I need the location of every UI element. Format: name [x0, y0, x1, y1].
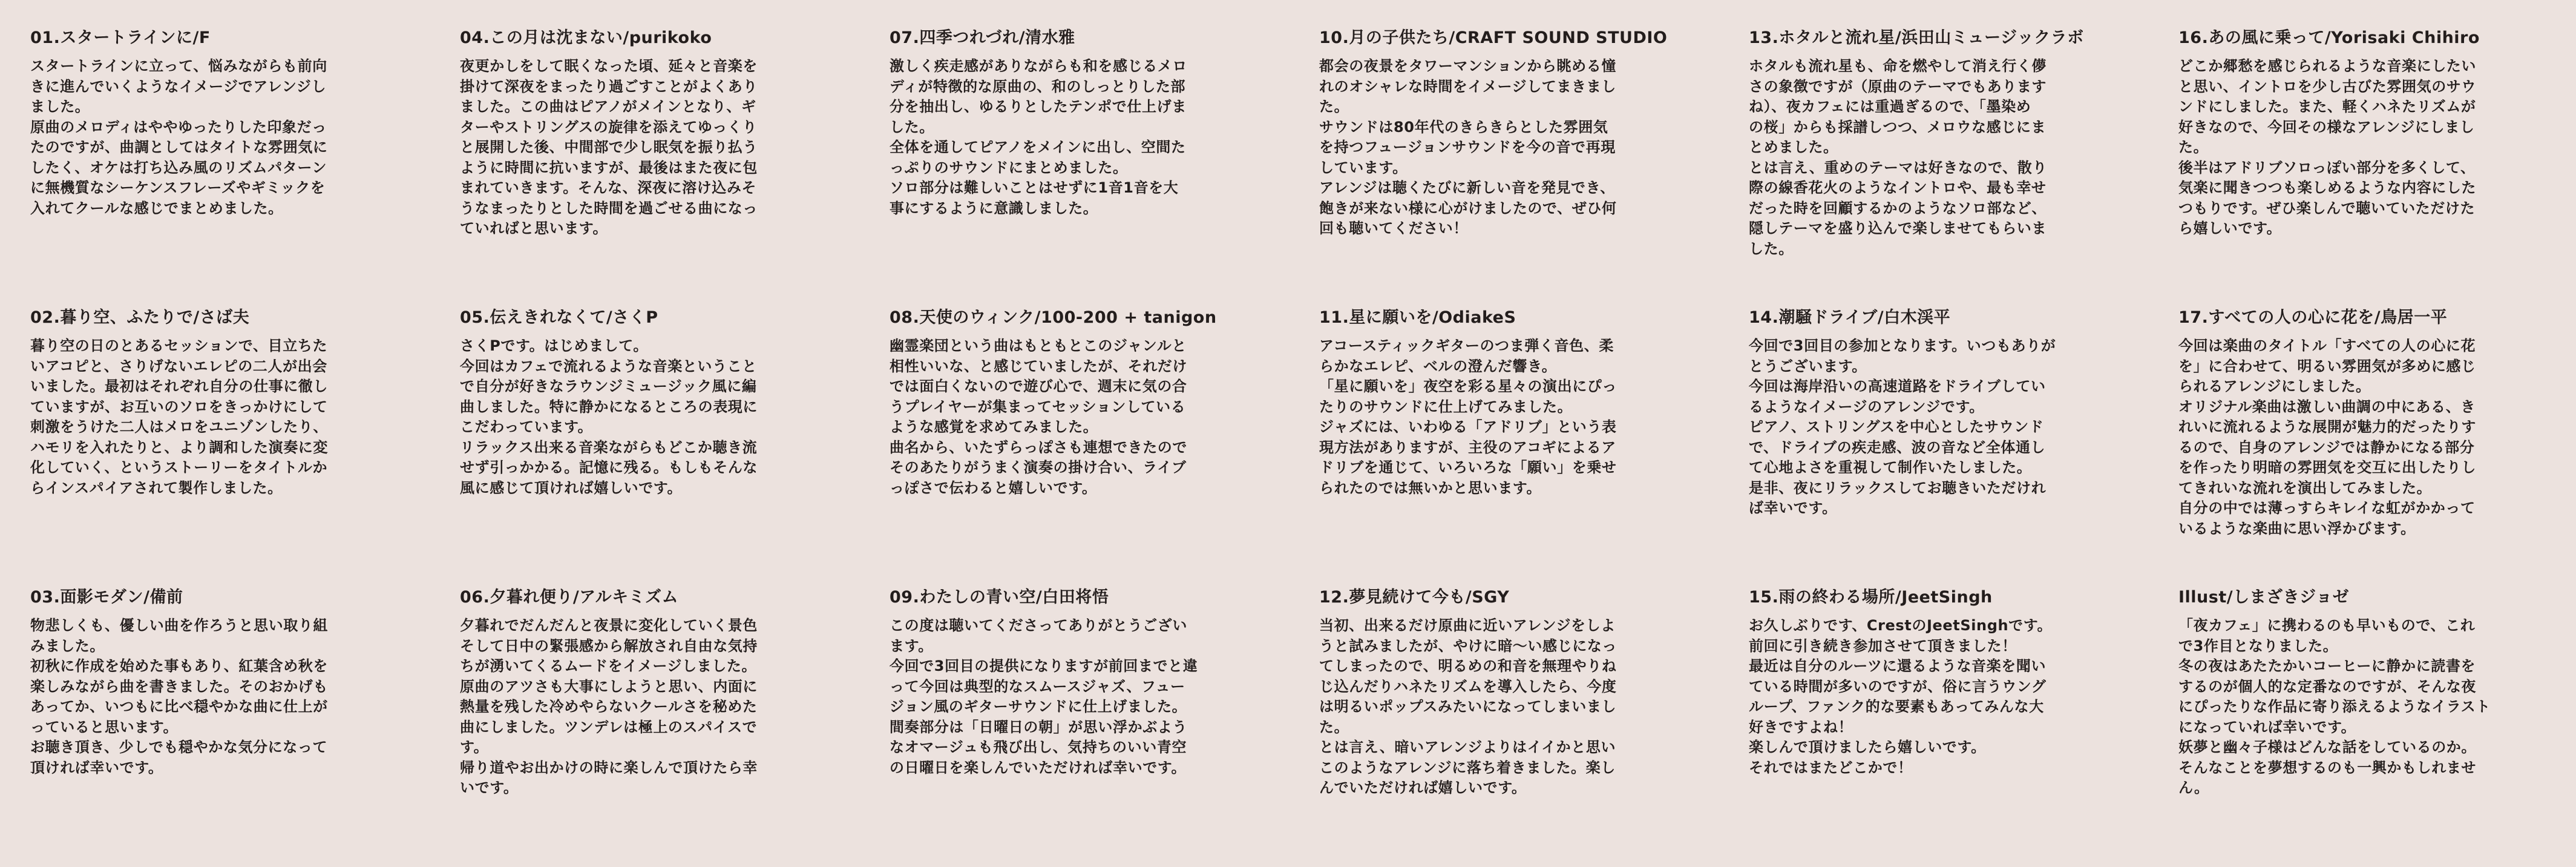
track-comment: 物悲しくも、優しい曲を作ろうと思い取り組 みました。 初秋に作成を始めた事もあり、紅葉含め秋を 楽しみながら曲を書きました。そのおかげも あってか、いつもに比べ穏やかな曲に仕上が っていると思います。 お聴き頂き、少しでも穏やかな気分になって 頂ければ幸いです。 — [30, 617, 328, 776]
track-title: 04.この月は沈まない/purikoko — [460, 28, 712, 47]
track-comment: 当初、出来るだけ原曲に近いアレンジをしよ うと試みましたが、やけに暗～い感じになっ てしまったので、明るめの和音を無理やりね じ込んだりハネたリズムを導入したら、今度 は明るいポップスみたいになってしまいまし た。 とは言え、暗いアレンジよりはイイかと思い このようなアレンジに落ち着きました。楽し んでいただければ嬉しいです。 — [1319, 617, 1617, 796]
track-title: 11.星に願いを/OdiakeS — [1319, 308, 1516, 327]
track-title: 05.伝えきれなくて/さくP — [460, 308, 658, 327]
track-comment: 夕暮れでだんだんと夜景に変化していく景色 そして日中の緊張感から解放され自由な気持 ちが湧いてくるムードをイメージしました。 原曲のアツさも大事にしようと思い、内面に 熱量を残した冷めやらないクールさを秘めた 曲にしました。ツンデレは極上のスパイスで す。 帰り道やお出かけの時に楽しんで頂けたら幸 いです。 — [460, 617, 758, 796]
track-note-16 — [2178, 28, 2538, 308]
track-note-06 — [460, 587, 819, 867]
track-comment: スタートラインに立って、悩みながらも前向 きに進んでいくようなイメージでアレンジし ました。 原曲のメロディはややゆったりした印象だっ たのですが、曲調としてはタイトな雰囲気に したく、オケは打ち込み風のリズムパターン に無機質なシーケンスフレーズやギミックを 入れてクールな感じでまとめました。 — [30, 58, 328, 217]
track-comment: 今回は楽曲のタイトル「すべての人の心に花 を」に合わせて、明るい雰囲気が多めに感じ られるアレンジにしました。 オリジナル楽曲は激しい曲調の中にある、き れいに流れるような展開が魅力的だったりす るので、自身のアレンジでは静かになる部分 を作ったり明暗の雰囲気を交互に出したりし てきれいな流れを演出してみました。 自分の中では薄っすらキレイな虹がかかって いるような楽曲に思い浮かびます。 — [2178, 337, 2476, 537]
track-note-12 — [1319, 587, 1679, 867]
track-title: 10.月の子供たち/CRAFT SOUND STUDIO — [1319, 28, 1668, 47]
track-title: 07.四季つれづれ/清水雅 — [890, 28, 1075, 47]
illust-note — [2178, 587, 2538, 867]
track-note-03 — [30, 587, 390, 867]
track-comment: どこか郷愁を感じられるような音楽にしたい と思い、イントロを少し古びた雰囲気のサウ ンドにしました。また、軽くハネたリズムが 好きなので、今回その様なアレンジにしまし た。 後半はアドリブソロっぽい部分を多くして、 気楽に聞きつつも楽しめるような内容にした つもりです。ぜひ楽しんで聴いていただけた ら嬉しいです。 — [2178, 58, 2476, 237]
track-note-11 — [1319, 308, 1679, 587]
track-comment: ホタルも流れ星も、命を燃やして消え行く儚 さの象徴ですが（原曲のテーマでもあります ね）、夜カフェには重過ぎるので、「墨染め の桜」からも採譜しつつ、メロウな感じにま とめました。 とは言え、重めのテーマは好きなので、散り 際の線香花火のようなイントロや、最も幸せ だった時を回顧するかのようなソロ部など、 隠しテーマを盛り込んで楽しませてもらいま した。 — [1749, 58, 2047, 257]
track-comment: 暮り空の日のとあるセッションで、目立ちた いアコピと、さりげないエレピの二人が出会 いました。最初はそれぞれ自分の仕事に徹し ていますが、お互いのソロをきっかけにして 刺激をうけた二人はメロをユニゾンしたり、 ハモリを入れたりと、より調和した演奏に変 化していく、というストーリーをタイトルか らインスパイアされて製作しました。 — [30, 337, 328, 496]
track-comment: アコースティックギターのつま弾く音色、柔 らかなエレピ、ベルの澄んだ響き。 「星に願いを」夜空を彩る星々の演出にぴっ たりのサウンドに仕上げてみました。 ジャズには、いわゆる「アドリブ」という表 現方法がありますが、主役のアコギによるア ドリブを通じて、いろいろな「願い」を乗せ られたのでは無いかと思います。 — [1319, 337, 1617, 496]
track-title: 08.天使のウィンク/100-200 + tanigon — [890, 308, 1217, 327]
track-title: 13.ホタルと流れ星/浜田山ミュージックラボ — [1749, 28, 2084, 47]
track-title: 01.スタートラインに/F — [30, 28, 211, 47]
track-note-01 — [30, 28, 390, 308]
illustrator-title: Illust/しまざきジョゼ — [2178, 588, 2350, 607]
track-note-05 — [460, 308, 819, 587]
track-note-08 — [890, 308, 1249, 587]
track-comment: 今回で3回目の参加となります。いつもありが とうございます。 今回は海岸沿いの高速道路をドライブしてい るようなイメージのアレンジです。 ピアノ、ストリングスを中心としたサウンド で、ドライブの疾走感、波の音など全体通し て心地よさを重視して制作いたしました。 是非、夜にリラックスしてお聴きいただけれ ば幸いです。 — [1749, 337, 2056, 516]
track-comment: 激しく疾走感がありながらも和を感じるメロ ディが特徴的な原曲の、和のしっとりした部 分を抽出し、ゆるりとしたテンポで仕上げま した。 全体を通してピアノをメインに出し、空間た っぷりのサウンドにまとめました。 ソロ部分は難しいことはせずに1音1音を大 事にするように意識しました。 — [890, 58, 1187, 217]
illustrator-comment: 「夜カフェ」に携わるのも早いもので、これ で3作目となりました。 冬の夜はあたたかいコーヒーに静かに読書を するのが個人的な定番なのですが、そんな夜 にぴったりな作品に寄り添えるようなイラスト になっていれば幸いです。 妖夢と幽々子様はどんな話をしているのか。 そんなことを夢想するのも一興かもしれませ ん。 — [2178, 617, 2491, 796]
track-note-17 — [2178, 308, 2538, 587]
track-title: 02.暮り空、ふたりで/さば夫 — [30, 308, 250, 327]
liner-notes-grid — [30, 28, 2560, 867]
track-note-07 — [890, 28, 1249, 308]
track-note-14 — [1749, 308, 2108, 587]
track-comment: 夜更かしをして眠くなった頃、延々と音楽を 掛けて深夜をまったり過ごすことがよくあり ました。この曲はピアノがメインとなり、ギ ターやストリングスの旋律を添えてゆっくり と展開した後、中間部で少し眠気を振り払う ように時間に抗いますが、最後はまた夜に包 まれていきます。そんな、深夜に溶け込みそ うなまったりとした時間を過ごせる曲になっ ていればと思います。 — [460, 58, 758, 237]
track-comment: 都会の夜景をタワーマンションから眺める憧 れのオシャレな時間をイメージしてまきまし た。 サウンドは80年代のきらきらとした雰囲気 を持つフュージョンサウンドを今の音で再現 しています。 アレンジは聴くたびに新しい音を発見でき、 飽きが来ない様に心がけましたので、ぜひ何 回も聴いてください！ — [1319, 58, 1617, 237]
track-comment: この度は聴いてくださってありがとうござい ます。 今回で3回目の提供になりますが前回までと違 って今回は典型的なスムースジャズ、フュー ジョン風のギターサウンドに仕上げました。 間奏部分は「日曜日の朝」が思い浮かぶよう なオマージュも飛び出し、気持ちのいい青空 の日曜日を楽しんでいただければ幸いです。 — [890, 617, 1198, 776]
track-comment: 幽霊楽団という曲はもともとこのジャンルと 相性いいな、と感じていましたが、それだけ では面白くないので遊び心で、週末に気の合 うプレイヤーが集まってセッションしている ような感覚を求めてみました。 曲名から、いたずらっぽさも連想できたので そのあたりがうまく演奏の掛け合い、ライブ っぽさで伝わると嬉しいです。 — [890, 337, 1187, 496]
track-title: 15.雨の終わる場所/JeetSingh — [1749, 588, 1993, 607]
track-note-15 — [1749, 587, 2108, 867]
track-note-02 — [30, 308, 390, 587]
track-title: 14.潮騒ドライブ/白木渓平 — [1749, 308, 1951, 327]
track-note-09 — [890, 587, 1249, 867]
track-title: 12.夢見続けて今も/SGY — [1319, 588, 1510, 607]
track-note-04 — [460, 28, 819, 308]
track-comment: お久しぶりです、CrestのJeetSinghです。 前回に引き続き参加させて頂きました！ 最近は自分のルーツに還るような音楽を聞い ている時間が多いのですが、俗に言うウング ループ、ファンク的な要素もあってみんな大 好きですよね！ 楽しんで頂けましたら嬉しいです。 それではまたどこかで！ — [1749, 617, 2053, 776]
track-title: 16.あの風に乗って/Yorisaki Chihiro — [2178, 28, 2480, 47]
track-comment: さくPです。はじめまして。 今回はカフェで流れるような音楽ということ で自分が好きなラウンジミュージック風に編 曲しました。特に静かになるところの表現に こだわっています。 リラックス出来る音楽ながらもどこか聴き流 せず引っかかる。記憶に残る。もしもそんな 風に感じて頂ければ嬉しいです。 — [460, 337, 758, 496]
track-note-13 — [1749, 28, 2108, 308]
track-title: 09.わたしの青い空/白田将悟 — [890, 588, 1109, 607]
track-note-10 — [1319, 28, 1679, 308]
track-title: 06.夕暮れ便り/アルキミズム — [460, 588, 679, 607]
track-title: 17.すべての人の心に花を/鳥居一平 — [2178, 308, 2448, 327]
track-title: 03.面影モダン/備前 — [30, 588, 183, 607]
